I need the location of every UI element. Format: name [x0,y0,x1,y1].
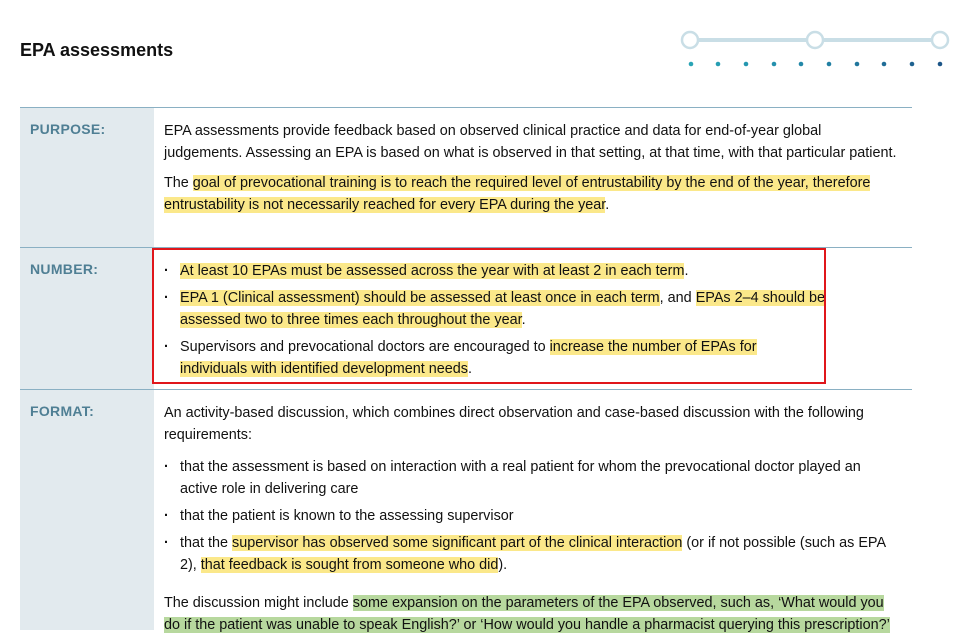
number-label: NUMBER: [20,248,154,389]
progress-dot [910,62,915,67]
progress-dot [799,62,804,67]
progress-dot [689,62,694,67]
highlight-yellow: At least 10 EPAs must be assessed across the year with at least 2 in each term [180,263,685,279]
format-list [164,456,900,576]
progress-dot [772,62,777,67]
number-list [164,260,900,380]
list-item [164,287,900,331]
progress-indicator [0,0,955,80]
highlight-green: some expansion on the parameters of the EPA observed, such as, ‘What would you do if the patient was unable to speak English?’ or ‘How would you handle a pharmacist querying this prescription?’ [164,595,890,633]
progress-dot [855,62,860,67]
text: . [605,197,610,213]
progress-dot [744,62,749,67]
text: The [164,175,193,191]
highlight-yellow: goal of prevocational training is to reach the required level of entrustability by the end of the year, therefore entrustability is not necessarily reached for every EPA during the year [164,175,871,213]
format-label: FORMAT: [20,390,154,630]
progress-step-2 [807,32,823,48]
purpose-paragraph-1: EPA assessments provide feedback based on observed clinical practice and data for end-of-year global judgements. Assessing an EPA is based on what is observed in that setting, at that time, with that particular patient. [164,123,897,161]
purpose-label: PURPOSE: [20,108,154,247]
text: that the [180,535,233,551]
epa-table [20,107,912,633]
text: ). [498,557,508,573]
list-item [164,260,900,282]
progress-dot [938,62,943,67]
highlight-yellow: that feedback is sought from someone who did [200,557,499,573]
text: (or if not possible (such as EPA 2), [180,535,886,573]
list-item [164,532,900,576]
highlight-yellow: supervisor has observed some significant part of the clinical interaction [232,535,683,551]
text: , and [659,290,696,306]
progress-step-3 [932,32,948,48]
purpose-paragraph-2 [164,172,900,216]
format-content [154,390,912,633]
text: . [684,263,689,279]
highlight-yellow: increase the number of EPAs for individuals with identified development needs [180,339,757,377]
format-discussion [164,592,900,636]
progress-dot [716,62,721,67]
list-item [164,336,900,380]
format-intro: An activity-based discussion, which combines direct observation and case-based discussion with the following requirements: [164,405,864,443]
progress-dot [882,62,887,67]
progress-dot [827,62,832,67]
text: . [468,361,472,377]
number-content [154,248,912,389]
page-title: EPA assessments [20,40,174,60]
text: Supervisors and prevocational doctors are encouraged to [180,339,550,355]
purpose-content [154,108,912,247]
highlight-yellow: EPA 1 (Clinical assessment) should be assessed at least once in each term [180,290,660,306]
text: . [521,312,526,328]
list-item: · that the assessment is based on interaction with a real patient for whom the prevocational doctor played an active role in delivering care [164,456,900,500]
highlight-yellow: EPAs 2–4 should be assessed two to three times each throughout the year [180,290,826,328]
row-purpose [20,108,912,248]
list-item: · that the patient is known to the assessing supervisor [164,505,900,527]
row-number [20,248,912,390]
text: The discussion might include [164,595,353,611]
row-format [20,390,912,633]
progress-step-1 [682,32,698,48]
